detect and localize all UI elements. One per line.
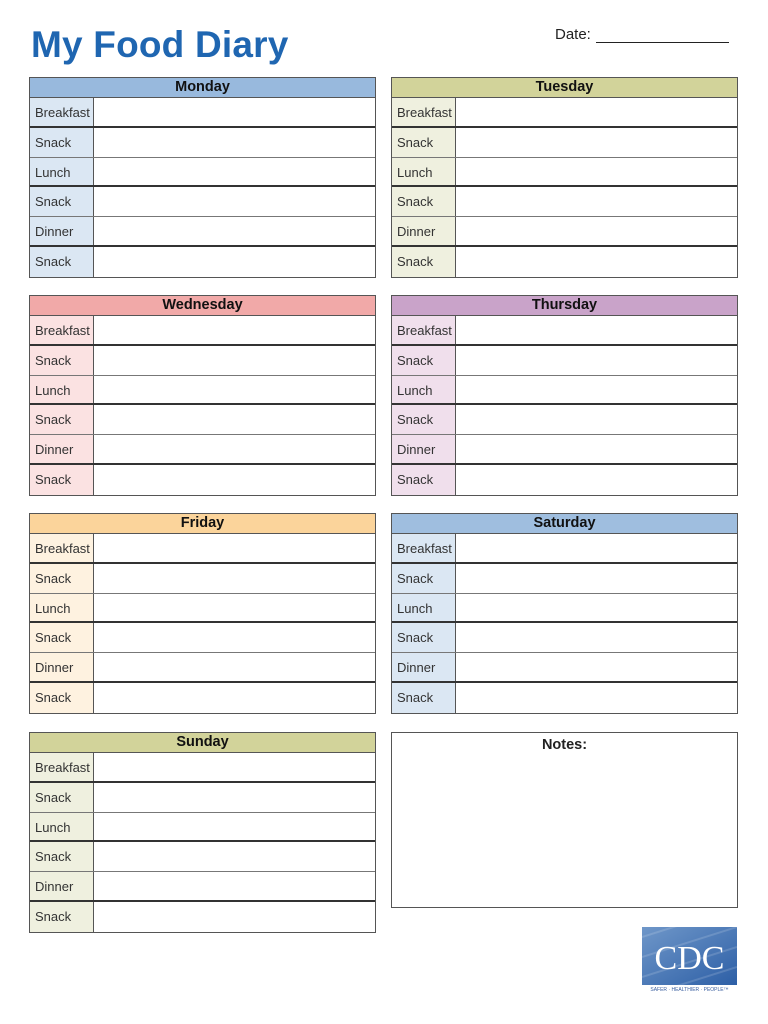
meal-row: [392, 158, 737, 188]
meal-label: Snack: [30, 623, 94, 652]
day-table-sunday: [29, 732, 376, 933]
meal-entry-cell[interactable]: [94, 902, 375, 932]
date-line[interactable]: [596, 28, 729, 43]
meal-row: [392, 465, 737, 495]
meal-label: Dinner: [30, 872, 94, 900]
meal-entry-cell[interactable]: [456, 435, 737, 463]
meal-row: [392, 247, 737, 277]
meal-entry-cell[interactable]: [94, 813, 375, 841]
date-label: Date:: [555, 26, 591, 43]
day-table-thursday: [391, 295, 738, 496]
meal-label: Lunch: [392, 594, 456, 622]
day-header: Saturday: [392, 514, 737, 534]
meal-row: [30, 465, 375, 495]
meal-row: [30, 376, 375, 406]
meal-label: Snack: [30, 405, 94, 434]
meal-label: Snack: [30, 683, 94, 713]
meal-row: [392, 316, 737, 346]
meal-label: Dinner: [392, 435, 456, 463]
meal-entry-cell[interactable]: [456, 346, 737, 375]
meal-row: [392, 376, 737, 406]
logo-text: CDC: [654, 940, 725, 977]
meal-row: [392, 534, 737, 564]
meal-row: [392, 217, 737, 247]
meal-label: Snack: [30, 346, 94, 375]
meal-entry-cell[interactable]: [456, 534, 737, 562]
meal-entry-cell[interactable]: [456, 376, 737, 404]
meal-row: [30, 872, 375, 902]
page-title: My Food Diary: [31, 24, 289, 65]
meal-entry-cell[interactable]: [94, 405, 375, 434]
meal-label: Dinner: [392, 653, 456, 681]
meal-label: Lunch: [30, 376, 94, 404]
meal-entry-cell[interactable]: [94, 187, 375, 216]
meal-entry-cell[interactable]: [94, 564, 375, 593]
meal-label: Breakfast: [30, 534, 94, 562]
meal-label: Snack: [30, 842, 94, 871]
meal-row: [30, 564, 375, 594]
meal-entry-cell[interactable]: [94, 872, 375, 900]
day-header: Wednesday: [30, 296, 375, 316]
meal-entry-cell[interactable]: [94, 653, 375, 681]
meal-row: [392, 405, 737, 435]
day-header: Friday: [30, 514, 375, 534]
meal-label: Lunch: [30, 813, 94, 841]
meal-entry-cell[interactable]: [456, 158, 737, 186]
meal-label: Breakfast: [30, 753, 94, 781]
meal-row: [30, 753, 375, 783]
meal-entry-cell[interactable]: [94, 753, 375, 781]
meal-row: [392, 346, 737, 376]
meal-label: Lunch: [30, 158, 94, 186]
meal-entry-cell[interactable]: [456, 405, 737, 434]
day-table-saturday: [391, 513, 738, 714]
meal-row: [392, 98, 737, 128]
meal-entry-cell[interactable]: [94, 98, 375, 126]
meal-row: [392, 187, 737, 217]
meal-entry-cell[interactable]: [94, 217, 375, 245]
meal-entry-cell[interactable]: [94, 346, 375, 375]
day-table-monday: [29, 77, 376, 278]
meal-label: Breakfast: [30, 316, 94, 344]
day-header: Sunday: [30, 733, 375, 753]
meal-row: [30, 842, 375, 872]
meal-row: [392, 564, 737, 594]
meal-entry-cell[interactable]: [456, 623, 737, 652]
meal-row: [392, 128, 737, 158]
meal-label: Breakfast: [30, 98, 94, 126]
meal-label: Snack: [30, 465, 94, 495]
meal-row: [30, 128, 375, 158]
meal-entry-cell[interactable]: [94, 435, 375, 463]
meal-row: [30, 783, 375, 813]
meal-entry-cell[interactable]: [94, 376, 375, 404]
day-table-tuesday: [391, 77, 738, 278]
meal-entry-cell[interactable]: [94, 128, 375, 157]
meal-label: Snack: [30, 128, 94, 157]
meal-label: Lunch: [30, 594, 94, 622]
meal-label: Snack: [392, 187, 456, 216]
meal-label: Snack: [392, 564, 456, 593]
meal-entry-cell[interactable]: [94, 534, 375, 562]
notes-box[interactable]: [391, 732, 738, 908]
meal-entry-cell[interactable]: [456, 128, 737, 157]
meal-entry-cell[interactable]: [456, 564, 737, 593]
meal-entry-cell[interactable]: [456, 594, 737, 622]
meal-label: Breakfast: [392, 316, 456, 344]
meal-entry-cell[interactable]: [456, 187, 737, 216]
meal-row: [30, 653, 375, 683]
meal-label: Snack: [392, 346, 456, 375]
meal-entry-cell[interactable]: [94, 594, 375, 622]
meal-entry-cell[interactable]: [456, 653, 737, 681]
meal-label: Dinner: [30, 217, 94, 245]
meal-row: [30, 594, 375, 624]
day-header: Monday: [30, 78, 375, 98]
meal-row: [30, 187, 375, 217]
meal-entry-cell[interactable]: [456, 247, 737, 277]
meal-label: Lunch: [392, 376, 456, 404]
meal-label: Snack: [392, 405, 456, 434]
meal-row: [30, 98, 375, 128]
meal-row: [30, 247, 375, 277]
meal-row: [30, 435, 375, 465]
date-field[interactable]: [555, 26, 729, 43]
logo-tagline: SAFER · HEALTHIER · PEOPLE™: [650, 987, 729, 993]
meal-label: Snack: [392, 465, 456, 495]
notes-label: Notes:: [541, 737, 588, 753]
meal-label: Breakfast: [392, 534, 456, 562]
meal-row: [392, 594, 737, 624]
meal-entry-cell[interactable]: [94, 623, 375, 652]
meal-row: [392, 683, 737, 713]
meal-row: [30, 534, 375, 564]
meal-entry-cell[interactable]: [94, 683, 375, 713]
meal-label: Snack: [392, 128, 456, 157]
meal-label: Snack: [392, 683, 456, 713]
day-header: Thursday: [392, 296, 737, 316]
meal-row: [30, 623, 375, 653]
meal-row: [392, 435, 737, 465]
meal-entry-cell[interactable]: [456, 683, 737, 713]
meal-entry-cell[interactable]: [94, 158, 375, 186]
meal-label: Snack: [30, 247, 94, 277]
meal-row: [30, 217, 375, 247]
meal-label: Dinner: [392, 217, 456, 245]
meal-label: Dinner: [30, 653, 94, 681]
meal-entry-cell[interactable]: [456, 217, 737, 245]
meal-row: [392, 653, 737, 683]
meal-row: [30, 316, 375, 346]
meal-label: Lunch: [392, 158, 456, 186]
meal-entry-cell[interactable]: [94, 316, 375, 344]
meal-entry-cell[interactable]: [94, 247, 375, 277]
day-table-friday: [29, 513, 376, 714]
meal-entry-cell[interactable]: [94, 842, 375, 871]
meal-entry-cell[interactable]: [456, 316, 737, 344]
meal-entry-cell[interactable]: [456, 98, 737, 126]
meal-row: [30, 683, 375, 713]
meal-row: [30, 346, 375, 376]
meal-row: [30, 158, 375, 188]
cdc-logo: [642, 927, 737, 993]
meal-row: [30, 902, 375, 932]
meal-row: [30, 405, 375, 435]
meal-label: Snack: [30, 783, 94, 812]
day-header: Tuesday: [392, 78, 737, 98]
meal-label: Snack: [392, 623, 456, 652]
day-table-wednesday: [29, 295, 376, 496]
meal-label: Snack: [30, 564, 94, 593]
meal-entry-cell[interactable]: [94, 783, 375, 812]
meal-entry-cell[interactable]: [456, 465, 737, 495]
meal-label: Dinner: [30, 435, 94, 463]
meal-entry-cell[interactable]: [94, 465, 375, 495]
meal-label: Breakfast: [392, 98, 456, 126]
meal-row: [30, 813, 375, 843]
meal-label: Snack: [392, 247, 456, 277]
meal-row: [392, 623, 737, 653]
meal-label: Snack: [30, 902, 94, 932]
meal-label: Snack: [30, 187, 94, 216]
